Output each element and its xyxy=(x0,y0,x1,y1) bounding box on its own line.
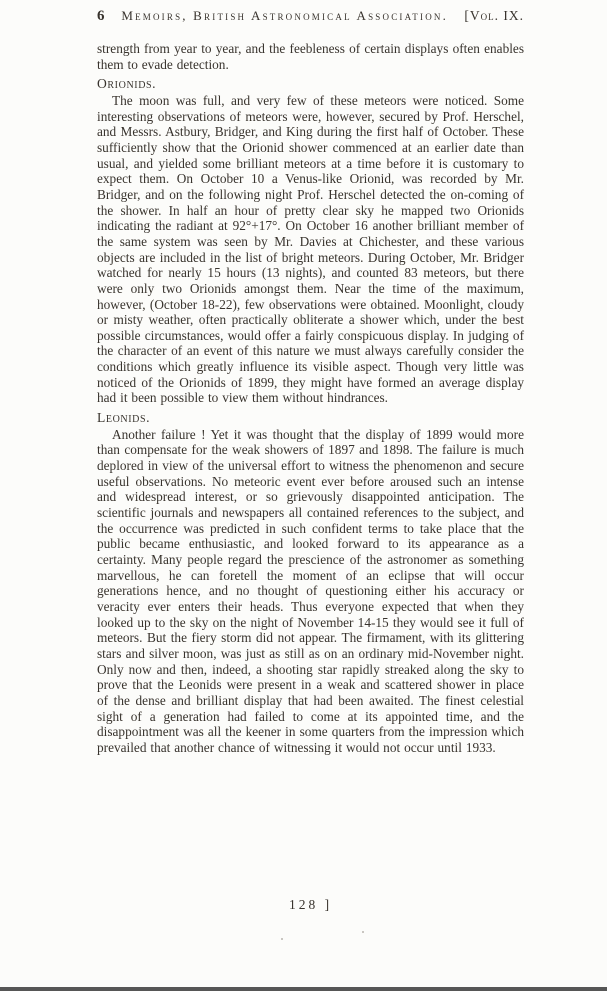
signature-mark: 128 ] xyxy=(288,897,333,912)
page-footer xyxy=(97,897,524,913)
orionids-paragraph: The moon was full, and very few of these meteors were noticed. Some interesting observations of meteors were, however, secured by Prof. Herschel, and Messrs. Astbury, Bridger, and King during the first half of October. These sufficiently show that the Orionid shower commenced at an earlier date than usual, and yielded some brilliant meteors at a time before it is customary to expect them. On October 10 a Venus-like Orionid, was recorded by Mr. Bridger, and on the following night Prof. Herschel detected the on-coming of the shower. In half an hour of pretty clear sky he mapped two Orionids indicating the radiant at 92°+17°. On October 16 another brilliant member of the same system was seen by Mr. Davies at Chichester, and these various objects are included in the list of bright meteors. During October, Mr. Bridger watched for nearly 15 hours (13 nights), and counted 83 meteors, but there were only two Orionids amongst them. Near the time of the maximum, however, (October 18-22), few observations were obtained. Moonlight, cloudy or misty weather, often practically obliterate a shower which, under the best possible circumstances, would offer a fairly conspicuous display. In judging of the character of an event of this nature we must always carefully consider the conditions which greatly influence its visible aspect. Though very little was noticed of the Orionids of 1899, they might have formed an average display had it been possible to view them without hindrances. xyxy=(97,92,524,406)
section-heading-leonids: Leonids. xyxy=(97,410,151,426)
volume-label: [Vol. IX. xyxy=(464,8,524,23)
page-number: 6 xyxy=(97,8,105,24)
leonids-paragraph: Another failure ! Yet it was thought that the display of 1899 would more than compensate for the weak showers of 1897 and 1898. The failure is much deplored in view of the universal effort to witness the phenomenon and secure useful observations. No meteoric event ever before aroused such an intense and widespread interest, or so grievously disappointed anticipation. The scientific journals and newspapers all contained references to the subject, and the occurrence was predicted in such confident terms to take place that the public became enthusiastic, and looked forward to its appearance as a certainty. Many people regard the prescience of the astronomer as something marvellous, he can foretell the moment of an eclipse that will occur generations hence, and no thought of questioning either his accuracy or veracity ever enters their heads. Thus everyone expected that when they looked up to the sky on the night of November 14-15 they would see it full of meteors. But the fiery storm did not appear. The firmament, with its glittering stars and silver moon, was just as still as on an ordinary mid-November night. Only now and then, indeed, a shooting star rapidly streaked along the sky to prove that the Leonids were present in a weak and scattered shower in place of the dense and brilliant display that had been awaited. The finest celestial sight of a generation had failed to come at its appointed time, and the disappointment was all the keener in some quarters from the impression which prevailed that another chance of witnessing it would not occur until 1933. xyxy=(97,426,524,755)
scan-speck xyxy=(362,931,364,933)
running-header xyxy=(97,8,524,25)
scan-edge-line xyxy=(0,987,607,991)
scan-speck xyxy=(281,938,283,940)
section-heading-orionids: Orionids. xyxy=(97,76,157,92)
page-body xyxy=(97,41,524,756)
continuation-paragraph: strength from year to year, and the feebleness of certain displays often enables them to evade detection. xyxy=(97,41,524,72)
running-title: Memoirs, British Astronomical Association. xyxy=(121,8,449,23)
